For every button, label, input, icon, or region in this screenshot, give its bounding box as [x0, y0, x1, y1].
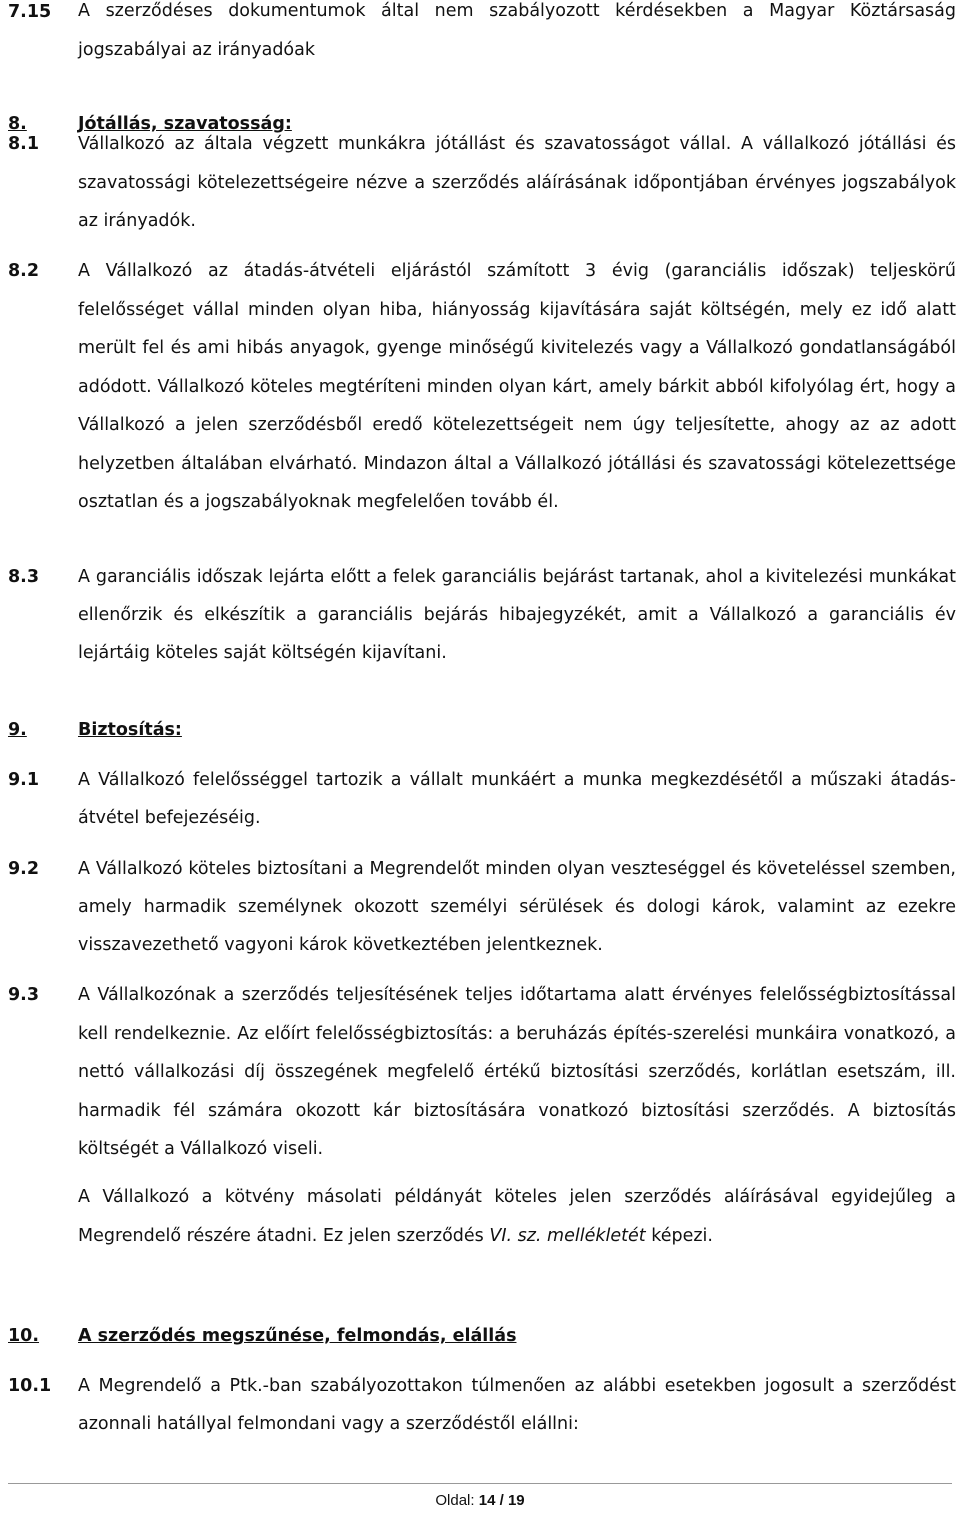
heading-number: 10.	[8, 1326, 40, 1346]
section-number: 8.1	[8, 134, 40, 154]
section-text: A Vállalkozó köteles biztosítani a Megrendelőt minden olyan veszteséggel és követeléssel szemben, amely harmadik személynek okozott személyi sérülések és dologi károk, valamint az ezekre visszavezethető vagyoni károk következtében jelentkeznek.	[78, 859, 956, 955]
section-text	[78, 1178, 956, 1255]
annex-reference: VI. sz. mellékletét	[489, 1225, 646, 1246]
total-pages: 19	[507, 1492, 525, 1509]
section-text: A Megrendelő a Ptk.-ban szabályozottakon túlmenően az alábbi esetekben jogosult a szerződést azonnali hatállyal felmondani vagy a szerződéstől elállni:	[78, 1376, 956, 1434]
current-page: 14	[478, 1492, 496, 1509]
footer-divider	[8, 1483, 952, 1484]
section-number: 10.1	[8, 1376, 52, 1396]
section-text: A garanciális időszak lejárta előtt a felek garanciális bejárást tartanak, ahol a kivitelezési munkákat ellenőrzik és elkészítik a garanciális bejárás hibajegyzékét, amit a Vállalkozó a garanciális év lejártáig köteles saját költségén kijavítani.	[78, 567, 956, 663]
section-number: 8.3	[8, 567, 40, 587]
heading-title: Biztosítás:	[78, 720, 182, 740]
page-separator: /	[499, 1492, 504, 1509]
section-number: 9.1	[8, 770, 40, 790]
section-text: A Vállalkozó felelősséggel tartozik a vállalt munkáért a munka megkezdésétől a műszaki átadás-átvétel befejezéséig.	[78, 770, 956, 828]
section-text: Vállalkozó az általa végzett munkákra jótállást és szavatosságot vállal. A vállalkozó jótállási és szavatossági kötelezettségeire nézve a szerződés aláírásának időpontjában érvényes jogszabályok az irányadók.	[78, 134, 956, 231]
section-number: 9.3	[8, 985, 40, 1005]
text-before: A Vállalkozó a kötvény másolati példányát köteles jelen szerződés aláírásával egyidejűleg a Megrendelő részére átadni. Ez jelen szerződés	[78, 1187, 956, 1246]
section-text: A Vállalkozó az átadás-átvételi eljárástól számított 3 évig (garanciális időszak) teljeskörű felelősséget vállal minden olyan hiba, hiányosság kijavítására saját költségén, mely ez idő alatt merült fel és ami hibás anyagok, gyenge minőségű kivitelezés vagy a Vállalkozó gondatlanságából adódott. Vállalkozó köteles megtéríteni minden olyan kárt, amely bárkit abból kifolyólag ért, hogy a Vállalkozó a jelen szerződésből eredő kötelezettségeit nem úgy teljesítette, ahogy az az adott helyzetben általában elvárható. Mindazon által a Vállalkozó jótállási és szavatossági kötelezettsége osztatlan és a jogszabályoknak megfelelően tovább él.	[78, 261, 956, 512]
heading-number: 9.	[8, 720, 27, 740]
heading-number: 8.	[8, 114, 27, 134]
section-number: 7.15	[8, 2, 52, 22]
text-after: képezi.	[645, 1225, 713, 1246]
heading-title: Jótállás, szavatosság:	[78, 114, 292, 134]
section-number: 8.2	[8, 261, 40, 281]
section-text: A Vállalkozónak a szerződés teljesítésének teljes időtartama alatt érvényes felelősségbiztosítással kell rendelkeznie. Az előírt felelősségbiztosítás: a beruházás építés-szerelési munkáira vonatkozó, a nettó vállalkozási díj összegének megfelelő értékű biztosítási szerződés, korlátlan esetszám, ill. harmadik fél számára okozott kár biztosítására vonatkozó biztosítási szerződés. A biztosítás költségét a Vállalkozó viseli.	[78, 985, 956, 1159]
section-number: 9.2	[8, 859, 40, 879]
heading-title: A szerződés megszűnése, felmondás, elállás	[78, 1326, 517, 1346]
section-text: A szerződéses dokumentumok által nem szabályozott kérdésekben a Magyar Köztársaság jogszabályai az irányadóak	[78, 1, 956, 60]
page-footer	[0, 1492, 960, 1509]
footer-label: Oldal:	[435, 1492, 475, 1509]
